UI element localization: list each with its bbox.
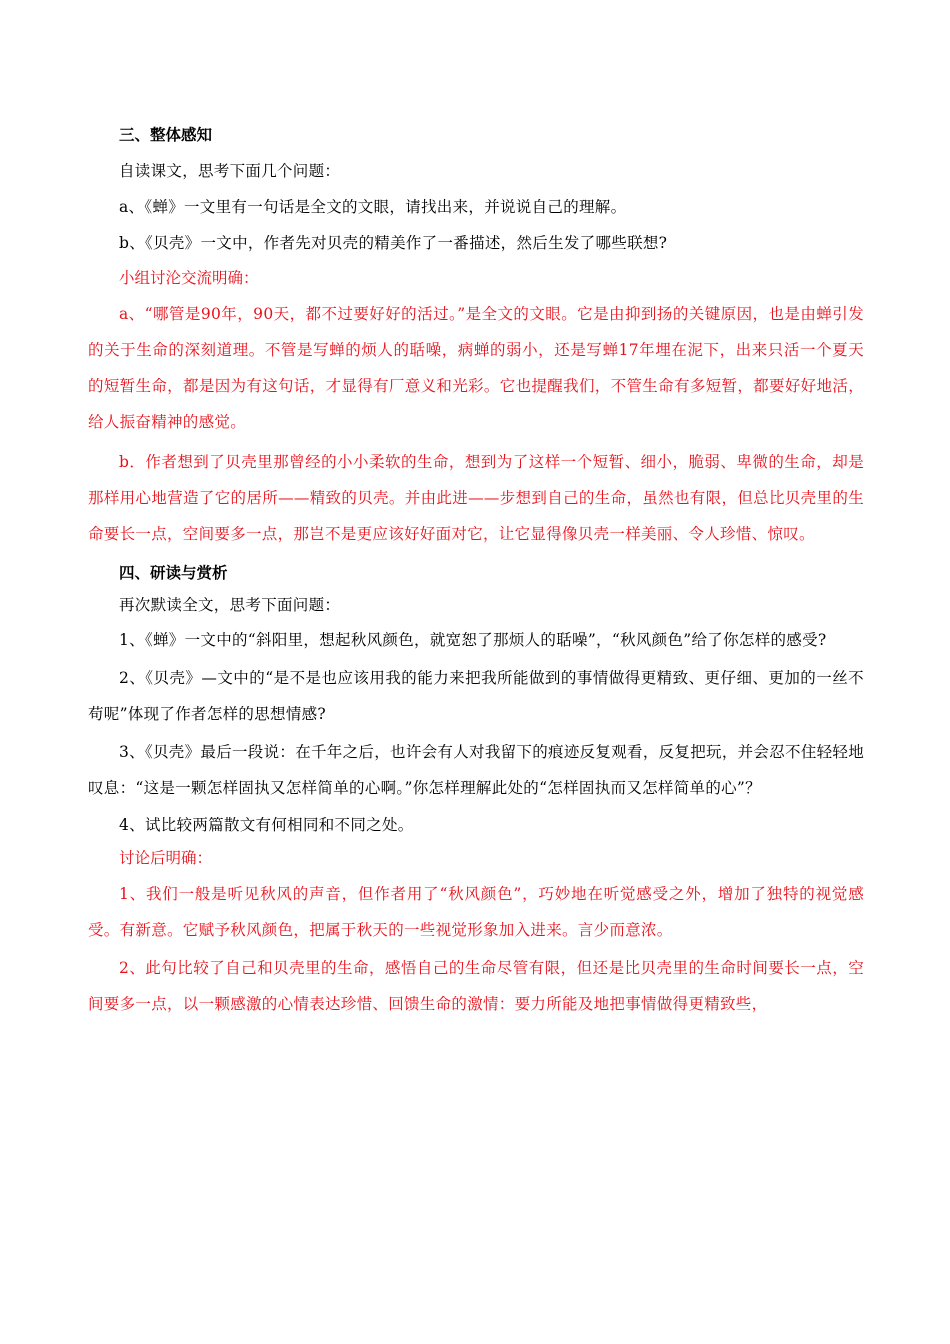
section-3-question-a: a、《蝉》一文里有一句话是全文的文眼，请找出来，并说说自己的理解。 bbox=[119, 198, 627, 216]
section-3-answer-a: a、“哪管是90年，90天，都不过要好好的活过。”是全文的文眼。它是由抑到扬的关键原因，也是由蝉引发的关于生命的深刻道理。不管是写蝉的烦人的聒噪，病蝉的弱小，还是写蝉17年埋在泥下，出来只活一个夏天的短暂生命，都是因为有这句话，才显得有厂意义和光彩。它也提醒我们，不管生命有多短暂，都要好好地活，给人振奋精神的感觉。 bbox=[88, 305, 864, 431]
section-4-question-2: 2、《贝壳》—文中的“是不是也应该用我的能力来把我所能做到的事情做得更精致、更仔细、更加的一丝不苟呢”体现了作者怎样的思想情感? bbox=[88, 669, 864, 723]
section-4-question-4: 4、试比较两篇散文有何相同和不同之处。 bbox=[119, 816, 414, 834]
section-4-answer-2: 2、此句比较了自己和贝壳里的生命，感悟自己的生命尽管有限，但还是比贝壳里的生命时间要长一点，空间要多一点，以一颗感激的心情表达珍惜、回馈生命的激情：要力所能及地把事情做得更精致些， bbox=[88, 959, 864, 1013]
section-3-answer-label: 小组讨沦交流明确： bbox=[119, 269, 259, 287]
section-4-answer-label: 讨论后明确： bbox=[119, 849, 213, 867]
section-4-intro: 再次默读全文，思考下面问题： bbox=[119, 596, 341, 614]
section-4-question-3: 3、《贝壳》最后一段说：在千年之后，也许会有人对我留下的痕迹反复观看，反复把玩，并会忍不住轻轻地叹息：“这是一颗怎样固执又怎样简单的心啊。”你怎样理解此处的“怎样固执而又怎样简单的心”？ bbox=[88, 743, 865, 797]
section-3-intro: 自读课文，思考下面几个问题： bbox=[119, 162, 341, 180]
section-3-heading: 三、整体感知 bbox=[119, 126, 213, 144]
section-4-heading: 四、研读与赏析 bbox=[119, 564, 228, 582]
section-3-answer-b: b．作者想到了贝壳里那曾经的小小柔软的生命，想到为了这样一个短暂、细小，脆弱、卑微的生命，却是那样用心地营造了它的居所——精致的贝壳。并由此进——步想到自己的生命，虽然也有限，但总比贝壳里的生命要长一点，空间要多一点，那岂不是更应该好好面对它，让它显得像贝壳一样美丽、令人珍惜、惊叹。 bbox=[88, 453, 864, 543]
section-3-question-b: b、《贝壳》一文中，作者先对贝壳的精美作了一番描述，然后生发了哪些联想? bbox=[119, 234, 668, 252]
document-page bbox=[88, 120, 864, 1022]
section-4-answer-1: 1、我们一般是听见秋风的声音，但作者用了“秋风颜色”，巧妙地在听觉感受之外，增加了独特的视觉感受。有新意。它赋予秋风颜色，把属于秋天的一些视觉形象加入进来。言少而意浓。 bbox=[88, 885, 864, 939]
section-4-question-1: 1、《蝉》一文中的“斜阳里，想起秋风颜色，就宽恕了那烦人的聒噪”，“秋风颜色”给了你怎样的感受? bbox=[119, 631, 827, 649]
